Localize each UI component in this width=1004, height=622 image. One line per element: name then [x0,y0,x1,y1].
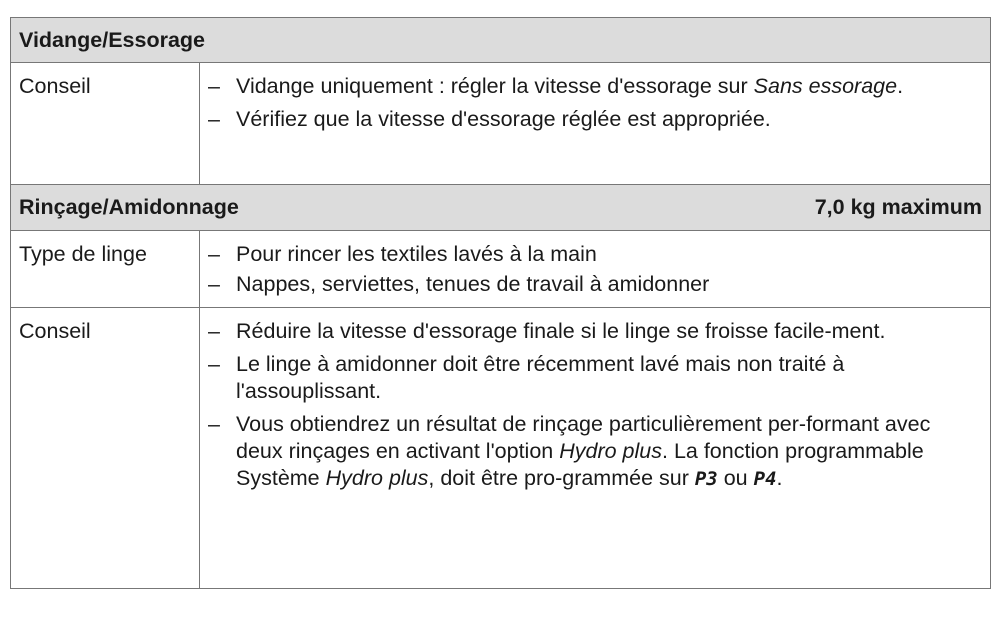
list-item: – Vérifiez que la vitesse d'essorage réglée est appropriée. [208,107,771,131]
list-item: – Nappes, serviettes, tenues de travail à amidonner [208,272,710,296]
program-code: P3 [694,468,718,490]
list-item: – Vidange uniquement : régler la vitesse d'essorage sur Sans essorage. [208,74,904,98]
row-label: Conseil [11,308,200,588]
row-content [200,63,990,184]
section-title: Vidange/Essorage [19,27,206,52]
section-header-rincage [11,185,990,231]
row-content [200,231,990,307]
table-row [11,63,990,185]
program-code: P4 [753,468,777,490]
list-item: – Réduire la vitesse d'essorage finale si le linge se froisse facile-ment. [208,319,886,343]
list-item: – Vous obtiendrez un résultat de rinçage particulièrement per-formant avec deux rinçages en activant l'option Hydro plus. La fonction programmable Système Hydro plus, doit être pro-grammée sur P3 ou P4. [208,412,931,490]
row-content [200,308,990,588]
row-label: Type de linge [11,231,200,307]
list-item: – Le linge à amidonner doit être récemment lavé mais non traité à l'assouplissant. [208,352,845,403]
row-label: Conseil [11,63,200,184]
program-table [10,17,991,589]
capacity-label: 7,0 kg maximum [814,195,982,219]
table-row [11,231,990,308]
table-row [11,308,990,589]
section-header-vidange [11,18,990,63]
section-title: Rinçage/Amidonnage [19,195,239,219]
list-item: – Pour rincer les textiles lavés à la main [208,242,597,266]
